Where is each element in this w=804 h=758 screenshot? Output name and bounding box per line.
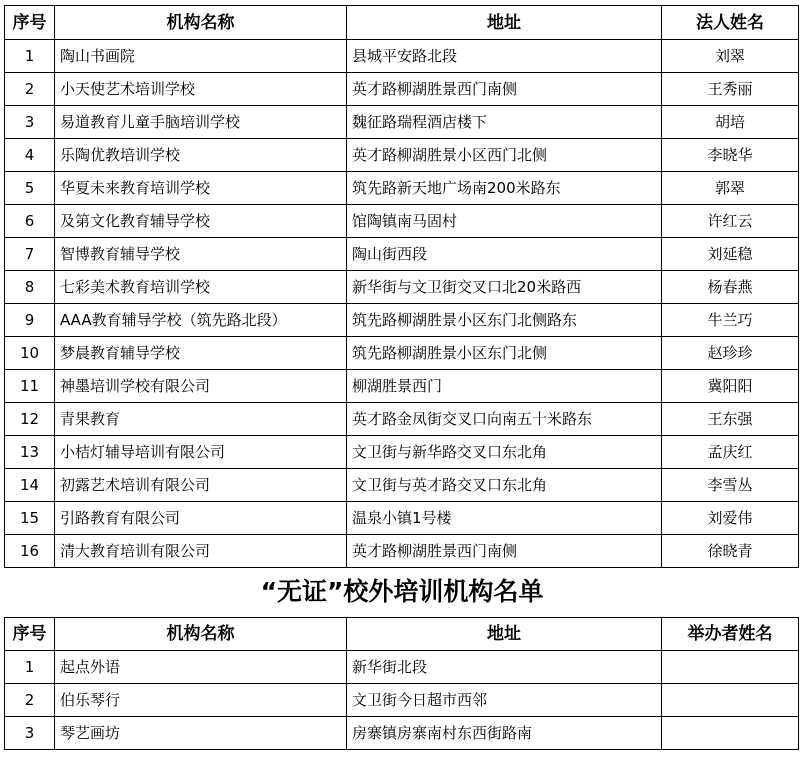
row-index: 1 — [5, 40, 55, 73]
institution-address: 英才路柳湖胜景西门南侧 — [347, 535, 662, 568]
institution-address: 新华街与文卫街交叉口北20米路西 — [347, 271, 662, 304]
person-name: 王秀丽 — [662, 73, 799, 106]
row-index: 1 — [5, 651, 55, 684]
institution-address: 文卫街与新华路交叉口东北角 — [347, 436, 662, 469]
person-name: 冀阳阳 — [662, 370, 799, 403]
person-name: 牛兰巧 — [662, 304, 799, 337]
person-name — [662, 717, 799, 750]
institution-address: 筑先路新天地广场南200米路东 — [347, 172, 662, 205]
institution-address: 筑先路柳湖胜景小区东门北侧 — [347, 337, 662, 370]
row-index: 2 — [5, 73, 55, 106]
person-name: 孟庆红 — [662, 436, 799, 469]
row-index: 12 — [5, 403, 55, 436]
table-row — [5, 717, 799, 750]
header-legal-person: 法人姓名 — [662, 6, 799, 40]
table-row — [5, 651, 799, 684]
row-index: 13 — [5, 436, 55, 469]
table-row — [5, 40, 799, 73]
institution-name: AAA教育辅导学校（筑先路北段） — [55, 304, 347, 337]
institution-name: 初露艺术培训有限公司 — [55, 469, 347, 502]
institution-address: 魏征路瑞程酒店楼下 — [347, 106, 662, 139]
table-row — [5, 370, 799, 403]
table-row — [5, 337, 799, 370]
institution-name: 清大教育培训有限公司 — [55, 535, 347, 568]
table-row — [5, 684, 799, 717]
institution-name: 伯乐琴行 — [55, 684, 347, 717]
person-name — [662, 684, 799, 717]
institution-name: 小天使艺术培训学校 — [55, 73, 347, 106]
person-name: 李晓华 — [662, 139, 799, 172]
row-index: 16 — [5, 535, 55, 568]
table-row — [5, 304, 799, 337]
institution-name: 乐陶优教培训学校 — [55, 139, 347, 172]
institution-name: 陶山书画院 — [55, 40, 347, 73]
table-row — [5, 403, 799, 436]
header-address: 地址 — [347, 618, 662, 651]
person-name: 郭翠 — [662, 172, 799, 205]
person-name — [662, 651, 799, 684]
row-index: 8 — [5, 271, 55, 304]
institution-address: 温泉小镇1号楼 — [347, 502, 662, 535]
person-name: 胡培 — [662, 106, 799, 139]
table-row — [5, 469, 799, 502]
row-index: 11 — [5, 370, 55, 403]
table-row — [5, 139, 799, 172]
institution-name: 易道教育儿童手脑培训学校 — [55, 106, 347, 139]
unlicensed-institutions-table — [4, 617, 799, 750]
row-index: 3 — [5, 106, 55, 139]
section-title: “无证”校外培训机构名单 — [260, 577, 544, 606]
person-name: 刘延稳 — [662, 238, 799, 271]
header-index: 序号 — [5, 618, 55, 651]
row-index: 6 — [5, 205, 55, 238]
header-organizer: 举办者姓名 — [662, 618, 799, 651]
institution-name: 小桔灯辅导培训有限公司 — [55, 436, 347, 469]
institution-name: 智博教育辅导学校 — [55, 238, 347, 271]
table-row — [5, 535, 799, 568]
table-row — [5, 73, 799, 106]
person-name: 刘爱伟 — [662, 502, 799, 535]
person-name: 李雪丛 — [662, 469, 799, 502]
institution-address: 英才路柳湖胜景小区西门北侧 — [347, 139, 662, 172]
header-name: 机构名称 — [55, 6, 347, 40]
row-index: 15 — [5, 502, 55, 535]
institution-name: 青果教育 — [55, 403, 347, 436]
institution-name: 引路教育有限公司 — [55, 502, 347, 535]
licensed-institutions-table — [4, 5, 799, 568]
person-name: 杨春燕 — [662, 271, 799, 304]
row-index: 9 — [5, 304, 55, 337]
institution-name: 及第文化教育辅导学校 — [55, 205, 347, 238]
institution-name: 起点外语 — [55, 651, 347, 684]
institution-address: 文卫街今日超市西邻 — [347, 684, 662, 717]
person-name: 刘翠 — [662, 40, 799, 73]
row-index: 7 — [5, 238, 55, 271]
institution-name: 华夏未来教育培训学校 — [55, 172, 347, 205]
institution-address: 筑先路柳湖胜景小区东门北侧路东 — [347, 304, 662, 337]
institution-name: 神墨培训学校有限公司 — [55, 370, 347, 403]
person-name: 赵珍珍 — [662, 337, 799, 370]
person-name: 徐晓青 — [662, 535, 799, 568]
institution-name: 梦晨教育辅导学校 — [55, 337, 347, 370]
institution-name: 琴艺画坊 — [55, 717, 347, 750]
table-row — [5, 502, 799, 535]
row-index: 14 — [5, 469, 55, 502]
institution-address: 英才路金凤街交叉口向南五十米路东 — [347, 403, 662, 436]
institution-address: 柳湖胜景西门 — [347, 370, 662, 403]
institution-address: 陶山街西段 — [347, 238, 662, 271]
institution-name: 七彩美术教育培训学校 — [55, 271, 347, 304]
table-row — [5, 436, 799, 469]
table-header-row — [5, 618, 799, 651]
institution-address: 文卫街与英才路交叉口东北角 — [347, 469, 662, 502]
row-index: 5 — [5, 172, 55, 205]
header-index: 序号 — [5, 6, 55, 40]
table-row — [5, 238, 799, 271]
table-row — [5, 172, 799, 205]
institution-address: 房寨镇房寨南村东西街路南 — [347, 717, 662, 750]
row-index: 4 — [5, 139, 55, 172]
row-index: 3 — [5, 717, 55, 750]
table-row — [5, 271, 799, 304]
row-index: 2 — [5, 684, 55, 717]
table-row — [5, 205, 799, 238]
institution-address: 馆陶镇南马固村 — [347, 205, 662, 238]
person-name: 许红云 — [662, 205, 799, 238]
row-index: 10 — [5, 337, 55, 370]
institution-address: 英才路柳湖胜景西门南侧 — [347, 73, 662, 106]
header-address: 地址 — [347, 6, 662, 40]
header-name: 机构名称 — [55, 618, 347, 651]
table-row — [5, 106, 799, 139]
table-header-row — [5, 6, 799, 40]
institution-address: 新华街北段 — [347, 651, 662, 684]
person-name: 王东强 — [662, 403, 799, 436]
institution-address: 县城平安路北段 — [347, 40, 662, 73]
